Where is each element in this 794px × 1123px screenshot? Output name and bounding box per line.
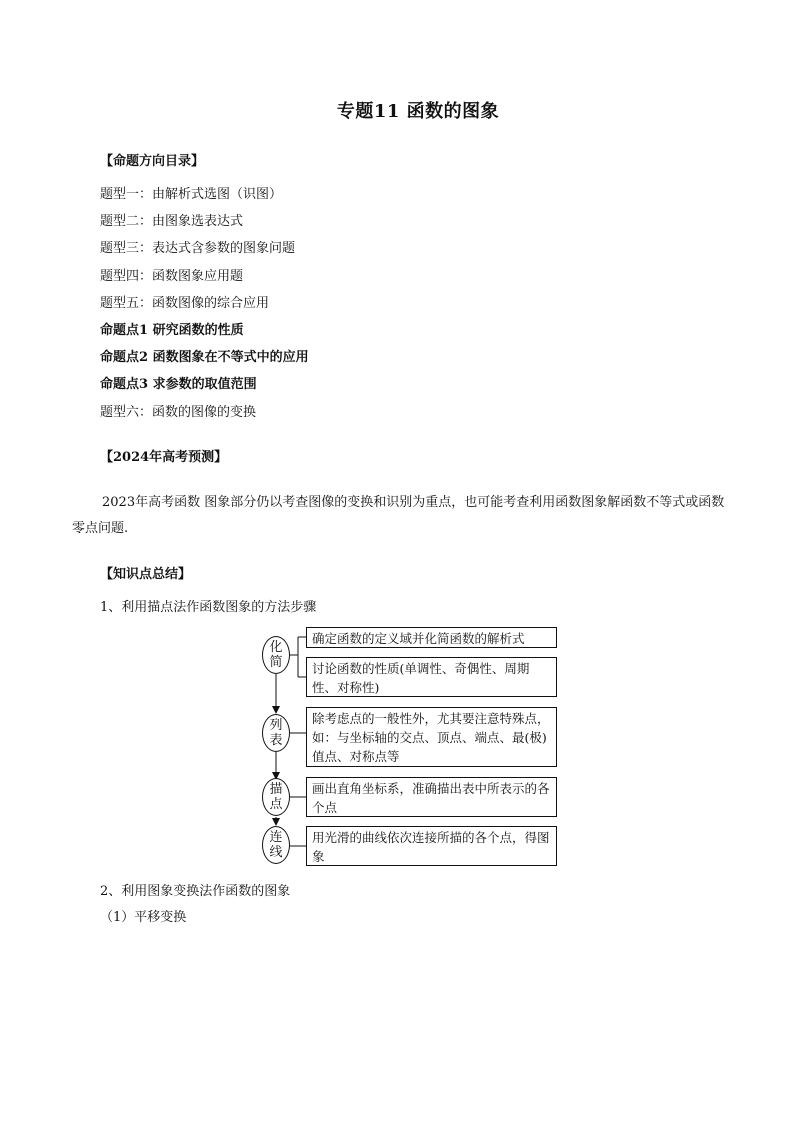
forecast-heading: 【2024年高考预测】 bbox=[100, 450, 228, 465]
toc-item: 命题点2 函数图象在不等式中的应用 bbox=[100, 350, 309, 366]
knowledge-heading: 【知识点总结】 bbox=[100, 567, 192, 582]
toc-heading: 【命题方向目录】 bbox=[100, 154, 205, 169]
flow-box-special-points: 除考虑点的一般性外，尤其要注意特殊点，如：与坐标轴的交点、顶点、端点、最(极)值点、对称点等 bbox=[306, 707, 557, 767]
flow-box-smooth-curve: 用光滑的曲线依次连接所描的各个点，得图象 bbox=[306, 826, 557, 866]
toc-item: 题型二：由图象选表达式 bbox=[100, 214, 244, 230]
forecast-paragraph: 2023年高考函数 图象部分仍以考查图像的变换和识别为重点，也可能考查利用函数图象解函数不等式或函数零点问题. bbox=[72, 495, 725, 536]
flow-box-properties: 讨论函数的性质(单调性、奇偶性、周期性、对称性) bbox=[306, 657, 557, 697]
point-2-heading: 2、利用图象变换法作函数的图象 bbox=[100, 884, 291, 899]
step-circle-plot: 描点 bbox=[262, 778, 290, 816]
toc-item: 命题点1 研究函数的性质 bbox=[100, 322, 244, 338]
step-circle-simplify: 化简 bbox=[262, 636, 290, 674]
step-circle-tabulate: 列表 bbox=[262, 714, 290, 752]
toc-item: 题型三：表达式含参数的图象问题 bbox=[100, 241, 296, 257]
toc-item: 题型五：函数图像的综合应用 bbox=[100, 295, 270, 311]
step-circle-connect: 连线 bbox=[262, 826, 290, 864]
page-title: 专题11 函数的图象 bbox=[336, 101, 500, 122]
flow-box-domain: 确定函数的定义域并化简函数的解析式 bbox=[306, 627, 557, 648]
toc-item: 命题点3 求参数的取值范围 bbox=[100, 377, 257, 393]
flow-box-coordinates: 画出直角坐标系，准确描出表中所表示的各个点 bbox=[306, 777, 557, 817]
toc-item: 题型一：由解析式选图（识图） bbox=[100, 187, 283, 202]
sub-heading-translation: （1）平移变换 bbox=[100, 910, 187, 925]
toc-item: 题型四：函数图象应用题 bbox=[100, 268, 244, 284]
point-1-heading: 1、利用描点法作函数图象的方法步骤 bbox=[100, 600, 317, 615]
toc-list bbox=[100, 186, 309, 431]
toc-item: 题型六：函数的图像的变换 bbox=[100, 404, 257, 420]
